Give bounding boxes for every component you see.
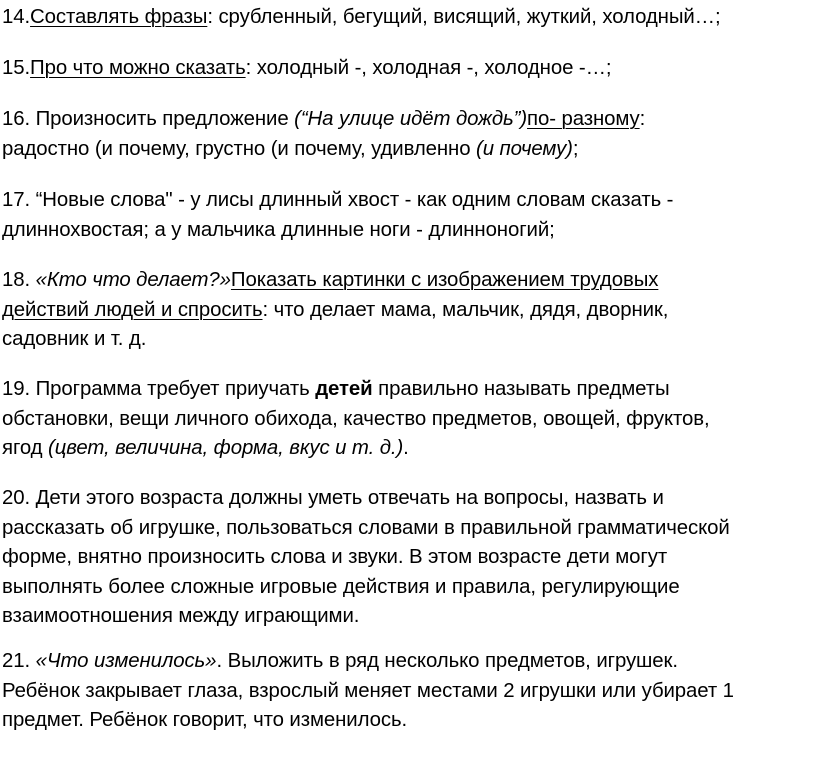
item-17-line-1: 17. “Новые слова" - у лисы длинный хвост - как одним словам сказать - (2, 189, 674, 211)
item-17-line-2: длиннохвостая; а у мальчика длинные ноги - длинноногий; (2, 218, 555, 241)
item-17 (2, 186, 814, 245)
item-20-line-5: взаимоотношения между играющими. (2, 605, 360, 627)
item-19-end: . (403, 437, 409, 459)
item-18-number: 18. (2, 269, 36, 291)
item-21 (2, 647, 814, 736)
item-15-number: 15. (2, 57, 31, 79)
item-16-text: радостно (и почему, грустно (и почему, удивленно (2, 137, 477, 160)
item-16-end: ; (572, 137, 579, 160)
item-19 (2, 375, 814, 464)
item-21-line-3: предмет. Ребёнок говорит, что изменилось. (2, 709, 408, 731)
item-20-line-4: выполнять более сложные игровые действия и правила, регулирующие (2, 575, 680, 598)
item-19-italic: (цвет, величина, форма, вкус и т. д.) (48, 437, 404, 459)
item-16-line-2 (2, 135, 814, 165)
item-19-lead-3: ягод (2, 437, 48, 459)
item-18-line-1 (2, 266, 814, 296)
item-20-line-1: 20. Дети этого возраста должны уметь отвечать на вопросы, назвать и (2, 487, 664, 509)
item-16-italic: (и почему) (476, 137, 573, 160)
item-15-title: Про что можно сказать (30, 57, 246, 79)
item-14-title: Составлять фразы (30, 6, 208, 28)
item-18-line-2 (2, 296, 814, 326)
item-14 (2, 3, 814, 33)
item-16-quote: (“На улице идёт дождь”) (294, 108, 528, 130)
item-20 (2, 484, 814, 632)
item-21-title: «Что изменилось» (35, 650, 217, 672)
item-18-underlined: Показать картинки с изображением трудовых (230, 269, 659, 291)
item-19-lead: 19. Программа требует приучать (2, 378, 316, 400)
item-16-colon: : (639, 108, 646, 130)
item-16 (2, 105, 814, 164)
item-15-text: : холодный -, холодная -, холодное -…; (245, 57, 612, 79)
item-15 (2, 54, 814, 84)
item-19-line-3 (2, 434, 814, 464)
item-21-line-1 (2, 647, 814, 677)
item-16-lead: 16. Произносить предложение (2, 108, 295, 130)
item-16-line-1 (2, 105, 814, 135)
item-21-line-2: Ребёнок закрывает глаза, взрослый меняет местами 2 игрушки или убирает 1 (2, 679, 734, 702)
item-18-line-3: садовник и т. д. (2, 328, 147, 350)
item-14-text: : срубленный, бегущий, висящий, жуткий, холодный…; (207, 6, 721, 28)
item-19-line-2: обстановки, вещи личного обихода, качество предметов, овощей, фруктов, (2, 407, 710, 430)
item-19-text: правильно называть предметы (372, 378, 670, 400)
item-18-text: : что делает мама, мальчик, дядя, дворник, (262, 298, 669, 321)
item-18-underlined-cont: действий людей и спросить (2, 298, 263, 321)
item-16-underlined: по- разному (527, 108, 640, 130)
item-19-line-1 (2, 375, 814, 405)
item-19-bold: детей (315, 378, 373, 400)
item-21-number: 21. (2, 650, 36, 672)
item-20-line-2: рассказать об игрушке, пользоваться словами в правильной грамматической (2, 516, 730, 539)
item-21-text: . Выложить в ряд несколько предметов, игрушек. (216, 650, 678, 672)
item-20-line-3: форме, внятно произносить слова и звуки. В этом возрасте дети могут (2, 546, 668, 568)
item-18-title: «Кто что делает?» (35, 269, 231, 291)
item-18 (2, 266, 814, 355)
item-14-number: 14. (2, 6, 31, 28)
